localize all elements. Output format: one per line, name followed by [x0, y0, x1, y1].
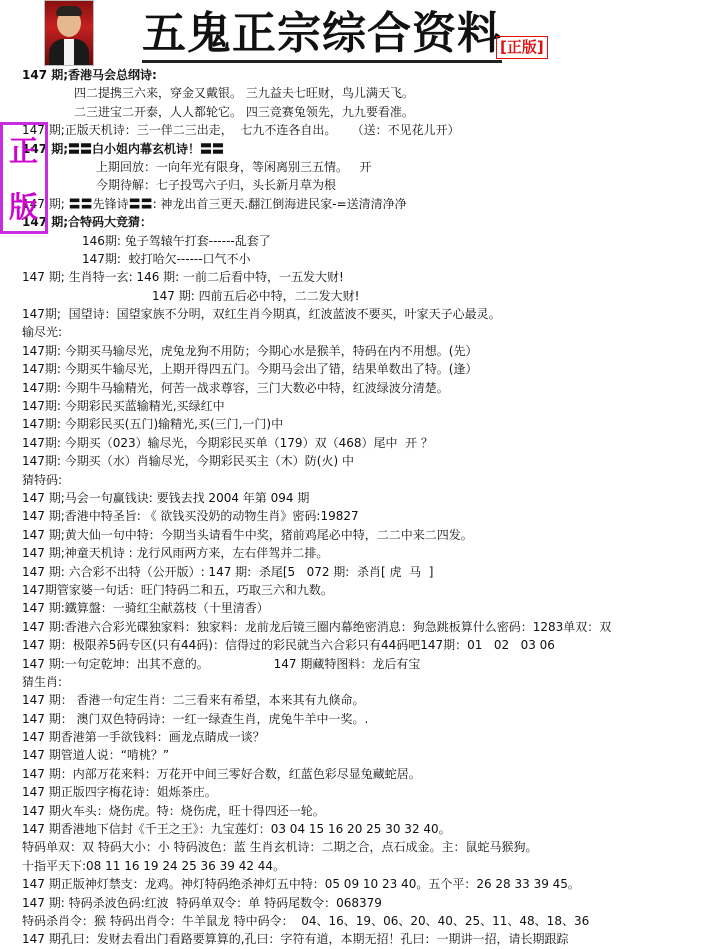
page-title: 五鬼正宗综合资料	[142, 8, 502, 63]
text-line: 146期: 兔子驾辕午打套------乱套了	[82, 233, 271, 248]
text-line: 今期待解：七子投骂六子归，头长新月草为根	[96, 178, 337, 193]
text-line: 147 期: 特码杀波色码:红波 特码单双令：单 特码尾数令：068379	[22, 895, 382, 910]
text-line: 147 期： 香港一句定生肖：二三看来有希望，本来其有九倏命。	[22, 693, 365, 708]
text-line: 147期: 今期买（023）输尽光，今期彩民买单（179）双（468）尾中 开 ？	[22, 435, 433, 450]
text-line: 147 期香港地下信封《千王之王》：九宝莲灯：03 04 15 16 20 25 30 32 40。	[22, 822, 451, 837]
text-line: 147 期正版四字梅花诗：姐烁茶庄。	[22, 785, 217, 800]
text-line: 输尽光:	[22, 325, 63, 340]
text-line: 147 期:香港六合彩光碟独家料：独家料：龙前龙后镜三圈内幕绝密消息：狗急跳板算什么密码：1283单双：双	[22, 619, 612, 634]
stamp-char-1: 正	[9, 134, 39, 168]
author-portrait	[44, 0, 94, 66]
text-line: 147 期火车头：烧伤虎。特：烧伤虎，旺十得四还一轮。	[22, 803, 325, 818]
text-line: 十指平天下:08 11 16 19 24 25 36 39 42 44。	[22, 858, 286, 873]
document-body	[0, 66, 720, 949]
text-line: 147 期: 六合彩不出特（公开版）: 147 期: 杀尾[5 072 期: 杀肖[ 虎 马 ]	[22, 564, 434, 579]
text-line: 上期回放：一向年光有限身，等闲离别三五情。 开	[96, 159, 372, 174]
text-line: 四二提携三六来，穿金又戴银。 三九益夫七旺财，鸟儿满天飞。	[74, 86, 414, 101]
portrait-shirt	[64, 39, 74, 65]
text-line: 147期: 今期买（水）肖输尽光，今期彩民买主（木）防(火) 中	[22, 454, 354, 469]
portrait-hair	[56, 6, 82, 16]
text-line: 147 期管道人说：“啃桃？”	[22, 748, 170, 763]
text-line: 147期: 蛟打哈欠------口气不小	[82, 251, 251, 266]
text-line: 147期: 今期彩民买蓝输精光,买绿红中	[22, 399, 225, 414]
text-line: 147期: 今期买牛输尽光，上期开得四五门。今期马会出了错，结果单数出了特。(逢）	[22, 362, 478, 377]
text-line: 147 期:一句定乾坤：出其不意的。 147 期藏特图料：龙后有宝	[22, 656, 421, 671]
text-line: 147 期： 澳门双色特码诗：一红一绿查生肖，虎兔牛羊中一奖。.	[22, 711, 369, 726]
text-line: 147 期;神童天机诗 : 龙行风雨两方来，左右伴驾并二排。	[22, 546, 329, 561]
edition-badge: [正版]	[496, 36, 548, 59]
text-line: 147期: 今期彩民买(五门)输精光,买(三门,一门)中	[22, 417, 284, 432]
text-line: 147 期:鐵算盤：一骑红尘献荔枝（十里清香）	[22, 601, 269, 616]
text-line: 二三进宝二开泰，人人都轮它。 四三竞赛兔领先，九九要看准。	[74, 104, 414, 119]
stamp-char-2: 版	[9, 190, 39, 224]
text-line: 147 期;香港中特圣旨: 《 欲钱买没奶的动物生肖》密码:19827	[22, 509, 359, 524]
text-line: 147 期: 四前五后必中特，二二发大财!	[152, 288, 360, 303]
text-line: 147期: 今期牛马输精光，何苦一战求尊容，三门大数必中特，红波绿波分清楚。	[22, 380, 449, 395]
text-line: 特码杀肖令：猴 特码出肖令：牛羊鼠龙 特中码令： 04、16、19、06、20、40、25、11、48、18、36	[22, 913, 590, 928]
text-line: 147 期正版神灯禁支：龙鸡。神灯特码绝杀神灯五中特：05 09 10 23 40。五个平：26 28 33 39 45。	[22, 877, 580, 892]
text-line: 147 期;合特码大竞猜：	[22, 215, 153, 230]
text-line: 147 期香港第一手欲钱料：画龙点睛成一谈？	[22, 730, 265, 745]
text-line: 猜生肖:	[22, 674, 63, 689]
text-line: 147期; 国望诗：国望家族不分明，双红生肖今期真，红波蓝波不要买，叶家天子心最灵。	[22, 307, 501, 322]
text-line: 147 期;香港马会总纲诗:	[22, 68, 157, 82]
text-line: 147期管家婆一句话：旺门特码二和五，巧取三六和九数。	[22, 582, 333, 597]
text-line: 147 期;正版天机诗：三一伴二三出走， 七九不连各自出。 （送：不见花儿开）	[22, 123, 460, 138]
text-line: 147 期; 〓〓先锋诗〓〓: 神龙出首三更天.翻江倒海进民家-=送清清净净	[22, 196, 407, 211]
genuine-stamp	[0, 122, 48, 234]
text-line: 147 期孔曰：发财去看出门看路要算算的,孔曰：字符有道，本期无招！孔曰：一期讲一招，请长期跟踪	[22, 932, 569, 947]
text-line: 147 期;马会一句赢钱诀: 要钱去找 2004 年第 094 期	[22, 490, 310, 505]
text-line: 147 期; 生肖特一玄: 146 期: 一前二后看中特，一五发大财!	[22, 270, 344, 285]
text-line: 147 期;〓〓白小姐内幕玄机诗！〓〓	[22, 141, 225, 156]
text-line: 147 期：内部万花来料：万花开中间三零好合数，红蓝色彩尽显兔藏蛇居。	[22, 766, 421, 781]
text-line: 特码单双：双 特码大小：小 特码波色：蓝 生肖玄机诗：二期之合，点石成金。主：鼠蛇马猴狗。	[22, 840, 538, 855]
text-line: 147 期;黄大仙一句中特：今期当头请看牛中奖，猪前鸡尾必中特，二二中来二四发。	[22, 527, 473, 542]
text-line: 147期: 今期买马输尽光，虎兔龙狗不用防；今期心水是猴羊，特码在内不用想。(先）	[22, 343, 478, 358]
text-line: 猜特码:	[22, 472, 63, 487]
text-line: 147 期：极限养5码专区(只有44码)：信得过的彩民就当六合彩只有44码吧147期：01 02 03 06	[22, 638, 555, 653]
